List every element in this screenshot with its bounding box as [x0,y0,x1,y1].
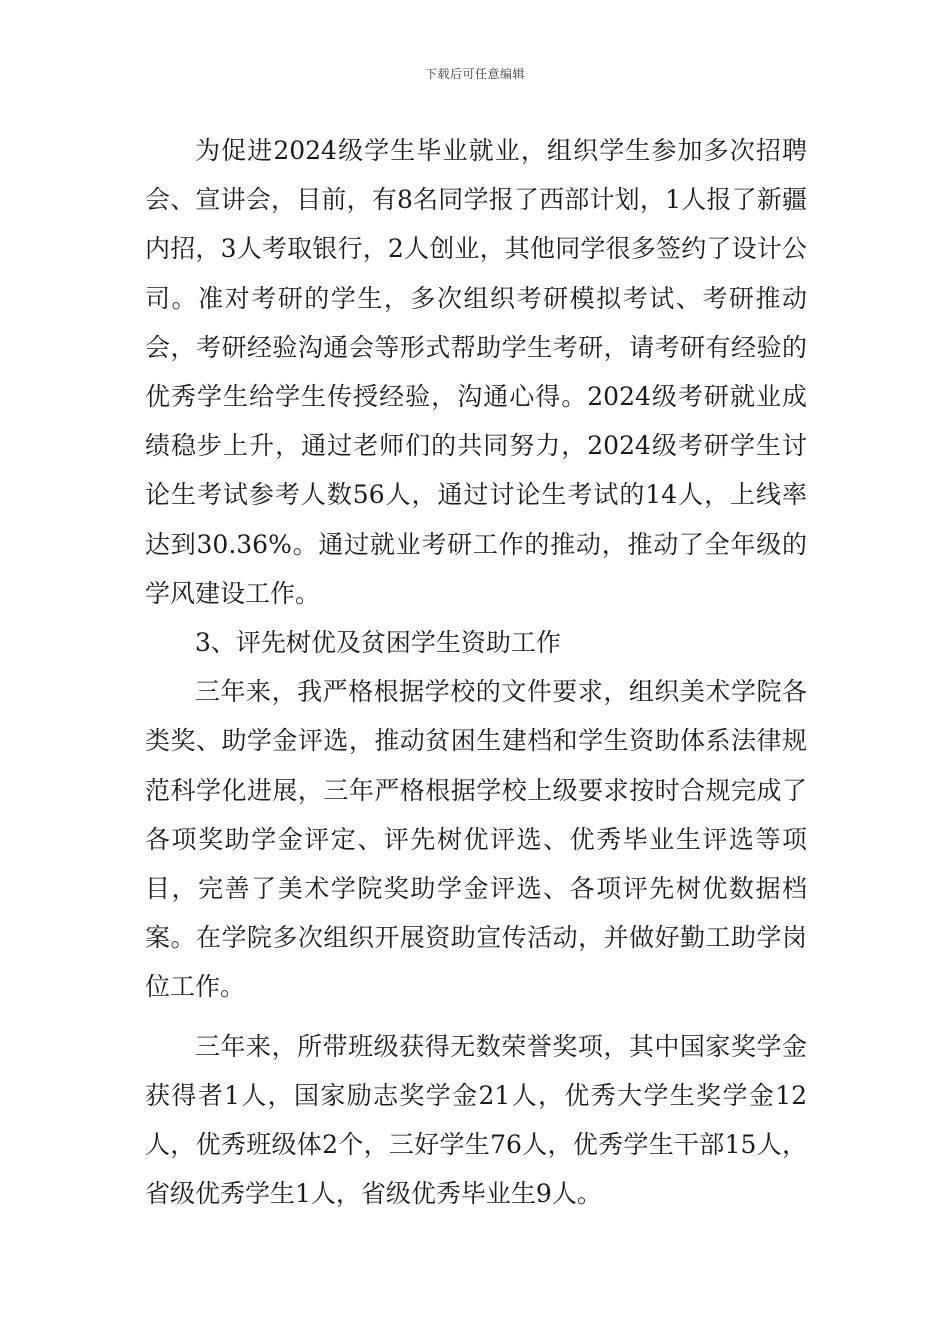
paragraph-employment: 为促进2024级学生毕业就业，组织学生参加多次招聘会、宣讲会，目前，有8名同学报了西部计划，1人报了新疆内招，3人考取银行，2人创业，其他同学很多签约了设计公司。准对考研的学生，多次组织考研模拟考试、考研推动会，考研经验沟通会等形式帮助学生考研，请考研有经验的优秀学生给学生传授经验，沟通心得。2024级考研就业成绩稳步上升，通过老师们的共同努力，2024级考研学生讨论生考试参考人数56人，通过讨论生考试的14人，上线率达到30.36%。通过就业考研工作的推动，推动了全年级的学风建设工作。 [145,136,807,608]
document-body [145,126,807,1218]
page-header-note: 下载后可任意编辑 [424,67,525,81]
paragraph-funding: 三年来，我严格根据学校的文件要求，组织美术学院各类奖、助学金评选，推动贫困生建档和学生资助体系法律规范科学化进展，三年严格根据学校上级要求按时合规完成了各项奖助学金评定、评先树优评选、优秀毕业生评选等项目，完善了美术学院奖助学金评选、各项评先树优数据档案。在学院多次组织开展资助宣传活动，并做好勤工助学岗位工作。 [145,677,807,1002]
paragraph-honors: 三年来，所带班级获得无数荣誉奖项，其中国家奖学金获得者1人，国家励志奖学金21人，优秀大学生奖学金12人，优秀班级体2个，三好学生76人，优秀学生干部15人，省级优秀学生1人，省级优秀毕业生9人。 [145,1031,807,1209]
section-heading-funding: 3、评先树优及贫困学生资助工作 [195,628,561,658]
